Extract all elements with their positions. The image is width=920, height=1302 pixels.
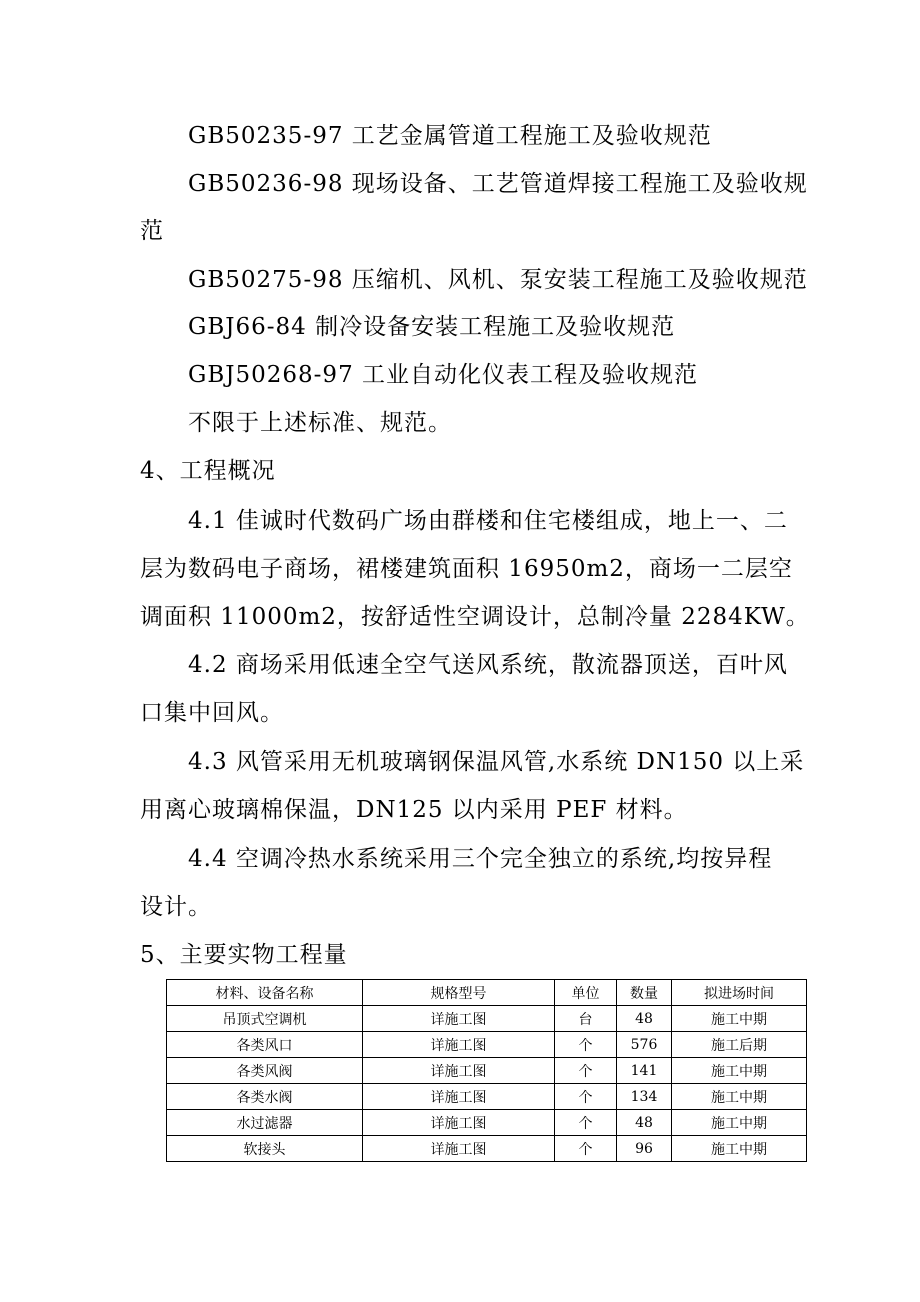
cell-arrival-time: 施工中期 <box>672 1058 807 1084</box>
cell-name: 各类风口 <box>167 1032 363 1058</box>
standard-gb50275: GB50275-98 压缩机、风机、泵安装工程施工及验收规范 <box>188 267 808 293</box>
cell-quantity: 96 <box>617 1136 672 1162</box>
cell-spec: 详施工图 <box>363 1058 555 1084</box>
quantity-table <box>166 979 807 1162</box>
cell-quantity: 48 <box>617 1110 672 1136</box>
standard-gb50236-continued: 范 <box>140 218 164 244</box>
table-row <box>167 1110 807 1136</box>
cell-arrival-time: 施工后期 <box>672 1032 807 1058</box>
cell-arrival-time: 施工中期 <box>672 1084 807 1110</box>
cell-name: 软接头 <box>167 1136 363 1162</box>
table-header-row <box>167 980 807 1006</box>
section4-line: 用离心玻璃棉保温，DN125 以内采用 PEF 材料。 <box>140 797 688 823</box>
cell-unit: 台 <box>555 1006 617 1032</box>
standards-note: 不限于上述标准、规范。 <box>188 410 452 436</box>
cell-spec: 详施工图 <box>363 1032 555 1058</box>
section4-line: 调面积 11000m2，按舒适性空调设计，总制冷量 2284KW。 <box>140 604 810 630</box>
section4-line: 设计。 <box>140 894 212 920</box>
cell-arrival-time: 施工中期 <box>672 1006 807 1032</box>
cell-unit: 个 <box>555 1136 617 1162</box>
cell-quantity: 134 <box>617 1084 672 1110</box>
section4-line: 4.1 佳诚时代数码广场由群楼和住宅楼组成，地上一、二 <box>188 508 788 534</box>
cell-unit: 个 <box>555 1032 617 1058</box>
cell-name: 吊顶式空调机 <box>167 1006 363 1032</box>
section4-line: 4.3 风管采用无机玻璃钢保温风管,水系统 DN150 以上采 <box>188 749 805 775</box>
standard-gbj66: GBJ66-84 制冷设备安装工程施工及验收规范 <box>188 314 676 340</box>
cell-unit: 个 <box>555 1058 617 1084</box>
cell-arrival-time: 施工中期 <box>672 1110 807 1136</box>
column-header-quantity: 数量 <box>617 980 672 1006</box>
section4-line: 口集中回风。 <box>140 700 284 726</box>
cell-quantity: 576 <box>617 1032 672 1058</box>
cell-quantity: 141 <box>617 1058 672 1084</box>
column-header-spec: 规格型号 <box>363 980 555 1006</box>
column-header-name: 材料、设备名称 <box>167 980 363 1006</box>
cell-unit: 个 <box>555 1110 617 1136</box>
table-row <box>167 1058 807 1084</box>
section5-heading: 5、主要实物工程量 <box>140 942 348 968</box>
section4-line: 4.4 空调冷热水系统采用三个完全独立的系统,均按异程 <box>188 846 773 872</box>
cell-spec: 详施工图 <box>363 1110 555 1136</box>
table-row <box>167 1006 807 1032</box>
standard-gb50235: GB50235-97 工艺金属管道工程施工及验收规范 <box>188 123 712 149</box>
cell-spec: 详施工图 <box>363 1006 555 1032</box>
column-header-arrival-time: 拟进场时间 <box>672 980 807 1006</box>
standard-gbj50268: GBJ50268-97 工业自动化仪表工程及验收规范 <box>188 362 699 388</box>
section4-heading: 4、工程概况 <box>140 458 276 484</box>
standard-gb50236: GB50236-98 现场设备、工艺管道焊接工程施工及验收规 <box>188 171 808 197</box>
cell-quantity: 48 <box>617 1006 672 1032</box>
cell-spec: 详施工图 <box>363 1136 555 1162</box>
cell-name: 各类水阀 <box>167 1084 363 1110</box>
cell-name: 各类风阀 <box>167 1058 363 1084</box>
cell-spec: 详施工图 <box>363 1084 555 1110</box>
table-row <box>167 1136 807 1162</box>
table-row <box>167 1032 807 1058</box>
table-row <box>167 1084 807 1110</box>
cell-name: 水过滤器 <box>167 1110 363 1136</box>
section4-line: 4.2 商场采用低速全空气送风系统，散流器顶送，百叶风 <box>188 652 788 678</box>
section4-line: 层为数码电子商场，裙楼建筑面积 16950m2，商场一二层空 <box>140 556 793 582</box>
column-header-unit: 单位 <box>555 980 617 1006</box>
cell-arrival-time: 施工中期 <box>672 1136 807 1162</box>
cell-unit: 个 <box>555 1084 617 1110</box>
